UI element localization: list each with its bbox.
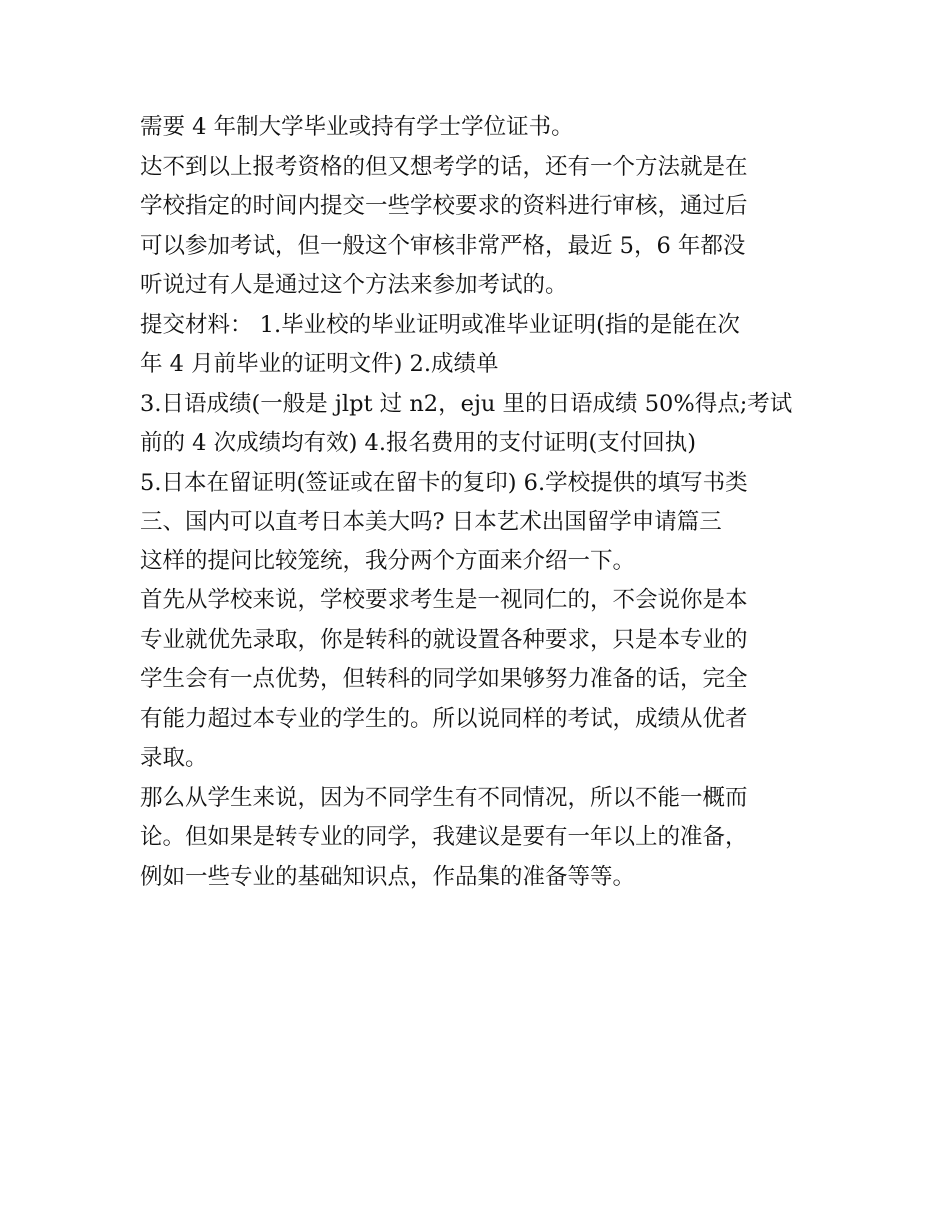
text-line: 这样的提问比较笼统，我分两个方面来介绍一下。 xyxy=(140,547,636,574)
text-line: 首先从学校来说，学校要求考生是一视同仁的，不会说你是本 xyxy=(140,587,748,613)
text-line: 学生会有一点优势，但转科的同学如果够努力准备的话，完全 xyxy=(140,666,748,692)
text-line: 论。但如果是转专业的同学，我建议是要有一年以上的准备， xyxy=(140,824,748,850)
text-line: 例如一些专业的基础知识点，作品集的准备等等。 xyxy=(140,863,636,890)
text-line: 年 4 月前毕业的证明文件) 2.成绩单 xyxy=(140,351,499,377)
section-heading: 三、国内可以直考日本美大吗? 日本艺术出国留学申请篇三 xyxy=(140,508,722,535)
text-line: 3.日语成绩(一般是 jlpt 过 n2，eju 里的日语成绩 50%得点;考试 xyxy=(140,390,793,417)
text-line: 前的 4 次成绩均有效) 4.报名费用的支付证明(支付回执) xyxy=(140,430,697,456)
text-line: 有能力超过本专业的学生的。所以说同样的考试，成绩从优者 xyxy=(140,705,748,732)
text-line: 那么从学生来说，因为不同学生有不同情况，所以不能一概而 xyxy=(140,784,748,811)
text-line: 需要 4 年制大学毕业或持有学士学位证书。 xyxy=(140,114,574,140)
text-line: 听说过有人是通过这个方法来参加考试的。 xyxy=(140,272,568,298)
text-line: 可以参加考试，但一般这个审核非常严格，最近 5，6 年都没 xyxy=(140,232,746,259)
text-line: 提交材料： 1.毕业校的毕业证明或准毕业证明(指的是能在次 xyxy=(140,311,740,338)
text-line: 达不到以上报考资格的但又想考学的话，还有一个方法就是在 xyxy=(140,153,748,180)
document-body xyxy=(140,108,830,897)
text-line: 5.日本在留证明(签证或在留卡的复印) 6.学校提供的填写书类 xyxy=(140,469,748,496)
text-line: 专业就优先录取，你是转科的就设置各种要求，只是本专业的 xyxy=(140,626,748,653)
text-line: 录取。 xyxy=(140,745,208,771)
text-line: 学校指定的时间内提交一些学校要求的资料进行审核，通过后 xyxy=(140,193,748,219)
